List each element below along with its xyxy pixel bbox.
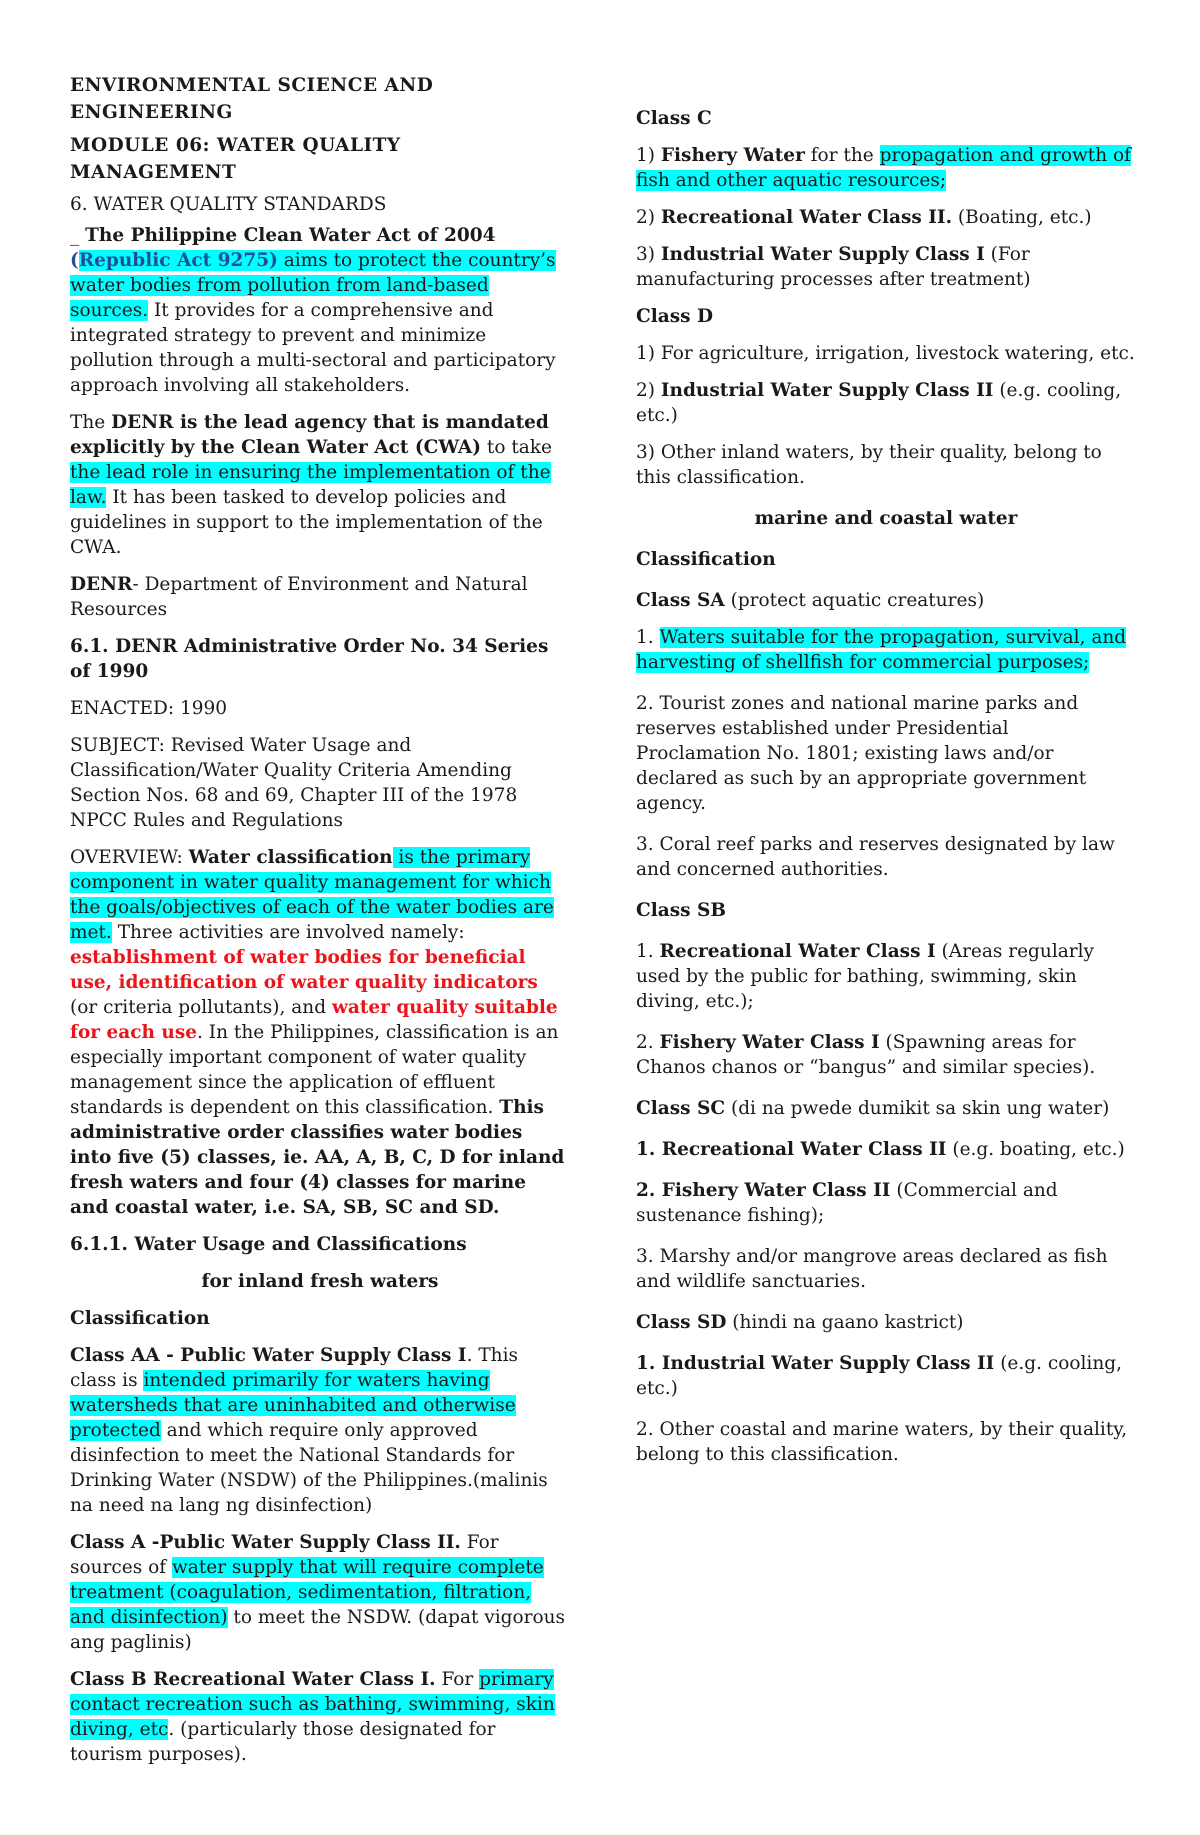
class-sd-heading: Class SD (hindi na gaano kastrict) bbox=[636, 1312, 964, 1333]
class-d-item-2: 2) Industrial Water Supply Class II (e.g. cooling, etc.) bbox=[636, 380, 1122, 426]
class-d-heading: Class D bbox=[636, 306, 714, 327]
paragraph-denr-lead: The DENR is the lead agency that is mandated explicitly by the Clean Water Act (CWA) to take the lead role in ensuring the implementation of the law. It has been tasked to develop policies and guidelines in support to the implementation of the CWA. bbox=[70, 412, 552, 558]
class-sb-item-2: 2. Fishery Water Class I (Spawning areas for Chanos chanos or “bangus” and similar species). bbox=[636, 1032, 1096, 1078]
enacted-line: ENACTED: 1990 bbox=[70, 698, 228, 719]
class-sc-item-1: 1. Recreational Water Class II (e.g. boating, etc.) bbox=[636, 1139, 1125, 1160]
class-aa-paragraph: Class AA - Public Water Supply Class I. This class is intended primarily for waters having watersheds that are uninhabited and otherwise protected and which require only approved disinfection to meet the National Standards for Drinking Water (NSDW) of the Philippines.(malinis na need na lang ng disinfection) bbox=[70, 1345, 548, 1516]
class-d-item-3: 3) Other inland waters, by their quality, belong to this classification. bbox=[636, 442, 1102, 488]
overview-paragraph: OVERVIEW: Water classification is the primary component in water quality management for which the goals/objectives of each of the water bodies are met. Three activities are involved namely: establishment of water bodies for beneficial use, identification of water quality indicators (or criteria pollutants), and water quality suitable for each use. In the Philippines, classification is an especially important component of water quality management since the application of effluent standards is dependent on this classification. This administrative order classifies water bodies into five (5) classes, ie. AA, A, B, C, D for inland fresh waters and four (4) classes for marine and coastal water, i.e. SA, SB, SC and SD. bbox=[70, 847, 565, 1218]
paragraph-denr-definition: DENR- Department of Environment and Natural Resources bbox=[70, 574, 528, 620]
classification-label: Classification bbox=[70, 1308, 210, 1329]
class-a-paragraph: Class A -Public Water Supply Class II. For sources of water supply that will require complete treatment (coagulation, sedimentation, filtration, and disinfection) to meet the NSDW. (dapat vigorous ang paglinis) bbox=[70, 1532, 566, 1653]
class-c-heading: Class C bbox=[636, 108, 712, 129]
course-title: ENVIRONMENTAL SCIENCE AND ENGINEERING bbox=[70, 75, 434, 123]
class-sb-heading: Class SB bbox=[636, 900, 727, 921]
section-title: 6. WATER QUALITY STANDARDS bbox=[70, 194, 387, 215]
class-sc-item-3: 3. Marshy and/or mangrove areas declared as fish and wildlife sanctuaries. bbox=[636, 1246, 1108, 1292]
class-c-item-1: 1) Fishery Water for the propagation and growth of fish and other aquatic resources; bbox=[636, 145, 1132, 191]
subheading-inland: for inland fresh waters bbox=[201, 1271, 439, 1292]
left-column bbox=[70, 72, 570, 1779]
class-b-paragraph: Class B Recreational Water Class I. For primary contact recreation such as bathing, swimming, skin diving, etc. (particularly those designated for tourism purposes). bbox=[70, 1669, 555, 1765]
classification-label-marine: Classification bbox=[636, 549, 776, 570]
class-sd-item-2: 2. Other coastal and marine waters, by their quality, belong to this classification. bbox=[636, 1419, 1128, 1465]
subheading-marine: marine and coastal water bbox=[754, 508, 1018, 529]
class-sa-item-1: 1. Waters suitable for the propagation, survival, and harvesting of shellfish for commercial purposes; bbox=[636, 627, 1127, 673]
heading-6-1-1: 6.1.1. Water Usage and Classifications bbox=[70, 1234, 467, 1255]
class-d-item-1: 1) For agriculture, irrigation, livestock watering, etc. bbox=[636, 343, 1135, 364]
module-title: MODULE 06: WATER QUALITY MANAGEMENT bbox=[70, 135, 401, 183]
heading-6-1: 6.1. DENR Administrative Order No. 34 Series of 1990 bbox=[70, 636, 549, 682]
class-sb-item-1: 1. Recreational Water Class I (Areas regularly used by the public for bathing, swimming, skin diving, etc.); bbox=[636, 941, 1094, 1012]
class-c-item-3: 3) Industrial Water Supply Class I (For manufacturing processes after treatment) bbox=[636, 244, 1031, 290]
class-sc-item-2: 2. Fishery Water Class II (Commercial and sustenance fishing); bbox=[636, 1180, 1058, 1226]
class-sd-item-1: 1. Industrial Water Supply Class II (e.g. cooling, etc.) bbox=[636, 1353, 1122, 1399]
paragraph-clean-water-act: _ The Philippine Clean Water Act of 2004 (Republic Act 9275) aims to protect the country’s water bodies from pollution from land-based sources. It provides for a comprehensive and integrated strategy to prevent and minimize pollution through a multi-sectoral and participatory approach involving all stakeholders. bbox=[70, 225, 556, 396]
class-sc-heading: Class SC (di na pwede dumikit sa skin ung water) bbox=[636, 1098, 1110, 1119]
class-sa-item-3: 3. Coral reef parks and reserves designated by law and concerned authorities. bbox=[636, 834, 1115, 880]
subject-paragraph: SUBJECT: Revised Water Usage and Classification/Water Quality Criteria Amending Section Nos. 68 and 69, Chapter III of the 1978 NPCC Rules and Regulations bbox=[70, 735, 518, 831]
class-sa-item-2: 2. Tourist zones and national marine parks and reserves established under Presidential Proclamation No. 1801; existing laws and/or declared as such by an appropriate government agency. bbox=[636, 693, 1087, 814]
class-c-item-2: 2) Recreational Water Class II. (Boating, etc.) bbox=[636, 207, 1092, 228]
right-column bbox=[636, 106, 1136, 1479]
class-sa-heading: Class SA (protect aquatic creatures) bbox=[636, 590, 985, 611]
